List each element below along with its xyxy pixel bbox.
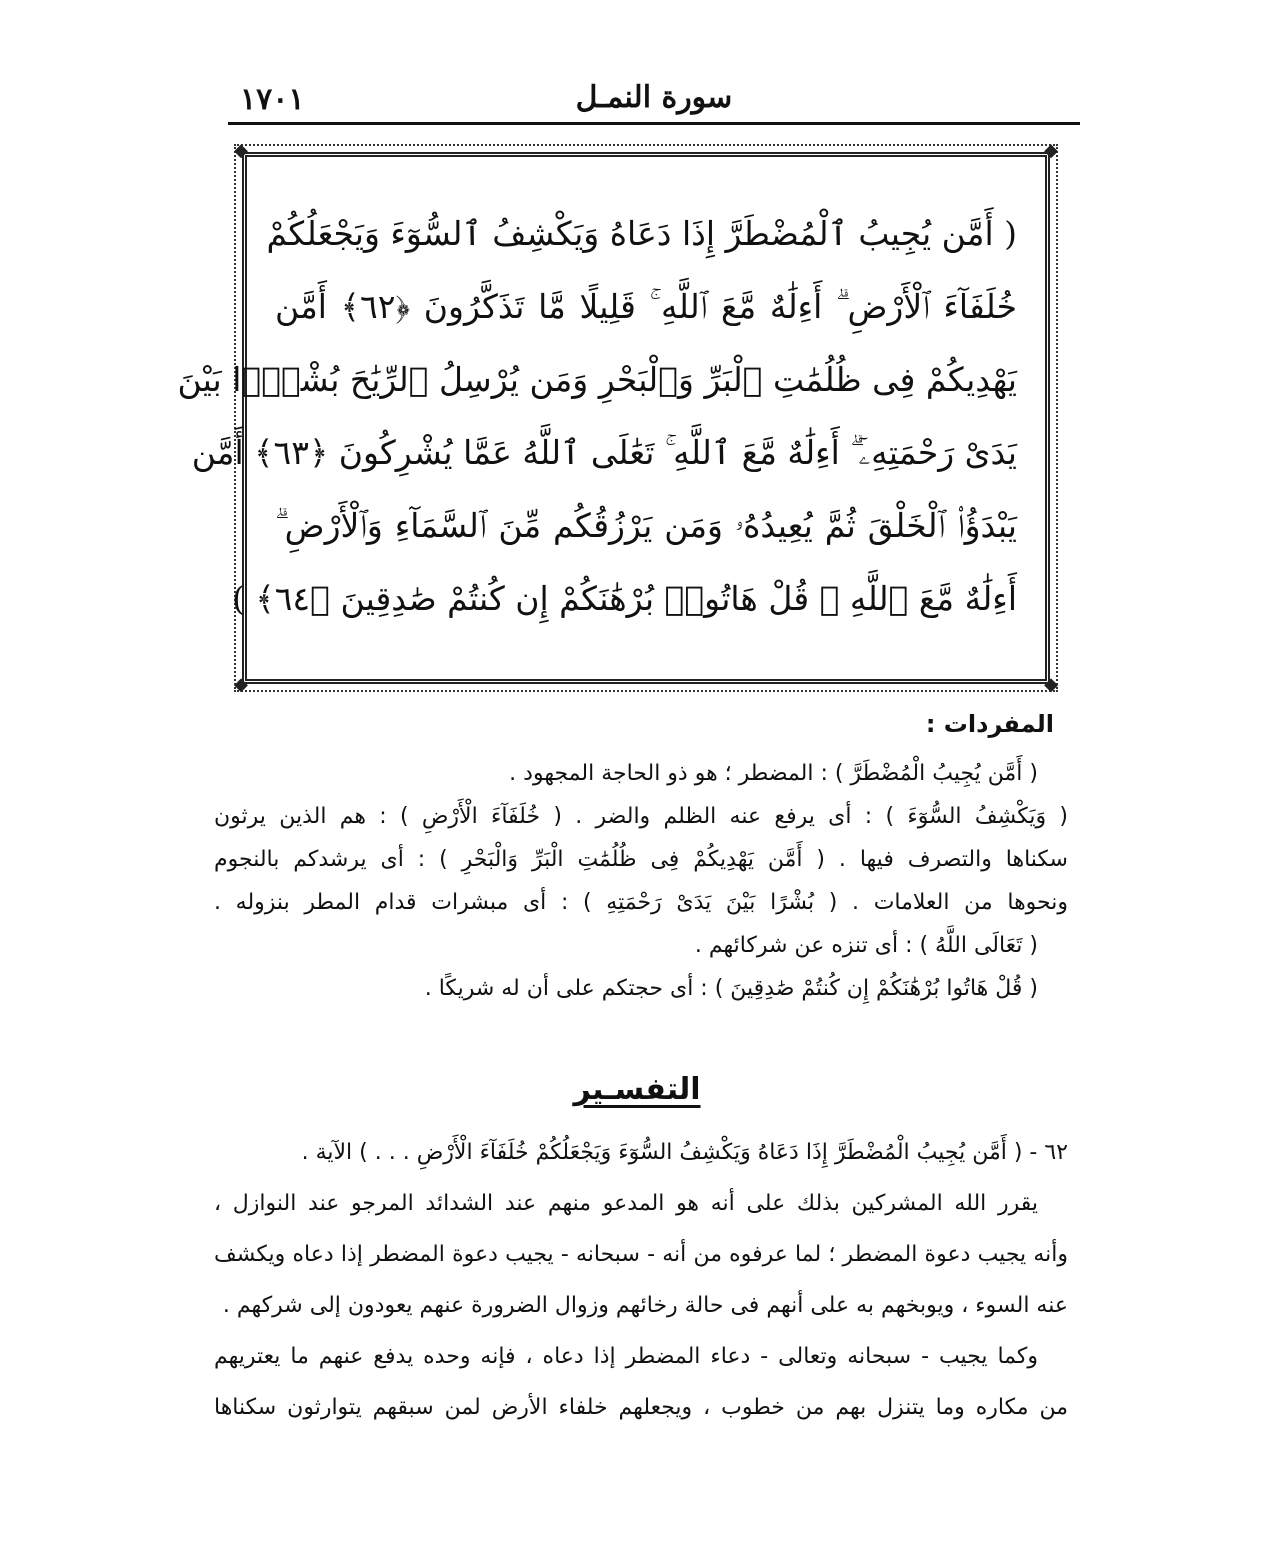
verse-line: أَءِلَٰهٌ مَّعَ ٱللَّهِ ۚ قُلْ هَاتُوا۟ بُرْهَٰنَكُمْ إِن كُنتُمْ صَٰدِقِينَ ﴿٦٤﴾ ) — [232, 579, 1017, 618]
tafsir-heading: التفسـير — [573, 1072, 701, 1107]
tafsir-line: وأنه يجيب دعوة المضطر ؛ لما عرفوه من أنه - سبحانه - يجيب دعوة المضطر إذا دعاه ويكشف — [214, 1242, 1068, 1267]
vocabulary-label: المفردات : — [925, 710, 1054, 738]
frame-corner-ornament-icon: ◆ — [234, 140, 248, 161]
frame-corner-ornament-icon: ◆ — [234, 674, 248, 695]
header-divider — [228, 122, 1080, 125]
tafsir-line: وكما يجيب - سبحانه وتعالى - دعاء المضطر إذا دعاه ، فإنه وحده يدفع عنهم ما يعتريهم — [214, 1344, 1038, 1369]
tafsir-line: من مكاره وما يتنزل بهم من خطوب ، ويجعلهم خلفاء الأرض لمن سبقهم يتوارثون سكناها — [214, 1395, 1068, 1420]
tafsir-line: ٦٢ - ( أَمَّن يُجِيبُ الْمُضْطَرَّ إِذَا دَعَاهُ وَيَكْشِفُ السُّوٓءَ وَيَجْعَلُكُمْ خُلَفَآءَ الْأَرْضِ . . . ) الآية . — [301, 1140, 1068, 1165]
vocabulary-line: ( أَمَّن يُجِيبُ الْمُضْطَرَّ ) : المضطر ؛ هو ذو الحاجة المجهود . — [509, 761, 1038, 786]
verse-line: خُلَفَآءَ ٱلْأَرْضِ ۗ أَءِلَٰهٌ مَّعَ ٱللَّهِ ۚ قَلِيلًا مَّا تَذَكَّرُونَ ﴿٦٢﴾ أَمَّن — [275, 287, 1017, 326]
verse-line: يَبْدَؤُا۟ ٱلْخَلْقَ ثُمَّ يُعِيدُهُۥ وَمَن يَرْزُقُكُم مِّنَ ٱلسَّمَآءِ وَٱلْأَرْضِ ۗ — [275, 506, 1017, 545]
tafsir-line: عنه السوء ، ويوبخهم به على أنهم فى حالة رخائهم وزوال الضرورة عنهم يعودون إلى شركهم . — [222, 1293, 1068, 1318]
quran-verses — [177, 197, 1017, 635]
surah-title: سورة النمـل — [575, 80, 733, 115]
frame-corner-ornament-icon: ◆ — [1044, 674, 1058, 695]
vocabulary-line: ( وَيَكْشِفُ السُّوٓءَ ) : أى يرفع عنه الظلم والضر . ( خُلَفَآءَ الْأَرْضِ ) : هم الذين يرثون — [214, 804, 1068, 829]
tafsir-section — [214, 1127, 1068, 1433]
page-header — [228, 78, 1080, 122]
vocabulary-line: سكناها والتصرف فيها . ( أَمَّن يَهْدِيكُمْ فِى ظُلُمَٰتِ الْبَرِّ وَالْبَحْرِ ) : أى يرشدكم بالنجوم — [214, 847, 1068, 872]
frame-corner-ornament-icon: ◆ — [1044, 140, 1058, 161]
vocabulary-line: ( قُلْ هَاتُوا بُرْهَٰنَكُمْ إِن كُنتُمْ صَٰدِقِينَ ) : أى حجتكم على أن له شريكًا . — [424, 976, 1038, 1001]
tafsir-line: يقرر الله المشركين بذلك على أنه هو المدعو منهم عند الشدائد المرجو عند النوازل ، — [214, 1191, 1038, 1216]
verse-frame — [177, 140, 1058, 695]
verse-line: يَهْدِيكُمْ فِى ظُلُمَٰتِ ٱلْبَرِّ وَٱلْبَحْرِ وَمَن يُرْسِلُ ٱلرِّيَٰحَ بُشْرًۢا بَيْنَ — [177, 360, 1017, 399]
vocabulary-line: ( تَعَالَى اللَّهُ ) : أى تنزه عن شركائهم . — [694, 933, 1038, 958]
verse-line: يَدَىْ رَحْمَتِهِۦٓ ۗ أَءِلَٰهٌ مَّعَ ٱللَّهِ ۚ تَعَٰلَى ٱللَّهُ عَمَّا يُشْرِكُونَ ﴿٦٣﴾ أَمَّن — [191, 433, 1017, 472]
vocabulary-line: ونحوها من العلامات . ( بُشْرًا بَيْنَ يَدَىْ رَحْمَتِهِ ) : أى مبشرات قدام المطر بنزوله . — [214, 890, 1068, 915]
vocabulary-section — [214, 752, 1068, 1010]
verse-line: ( أَمَّن يُجِيبُ ٱلْمُضْطَرَّ إِذَا دَعَاهُ وَيَكْشِفُ ٱلسُّوٓءَ وَيَجْعَلُكُمْ — [266, 214, 1017, 253]
page-number: ١٧٠١ — [240, 82, 305, 117]
